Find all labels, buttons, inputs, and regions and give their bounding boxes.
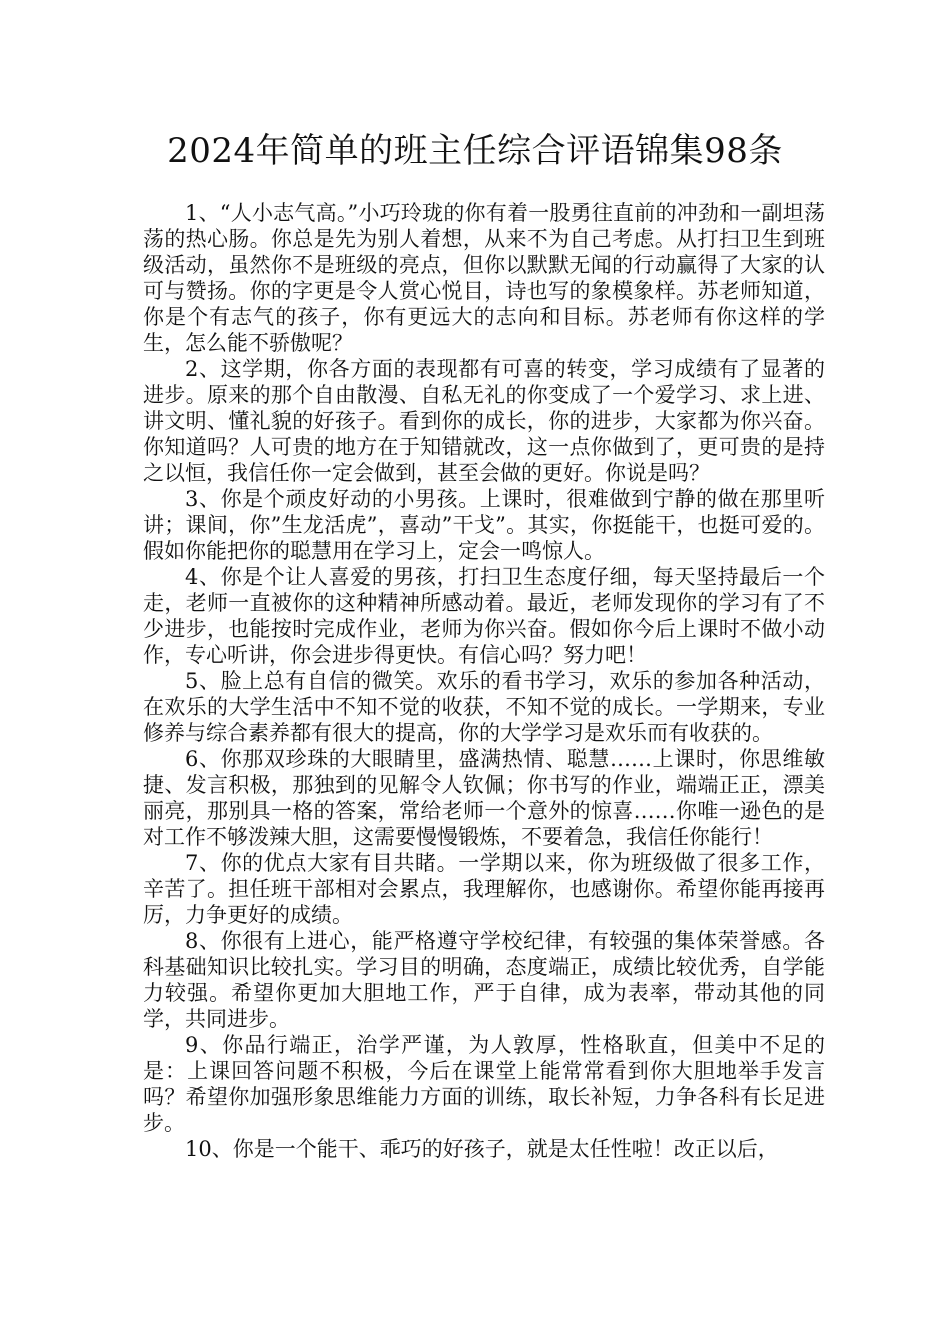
comment-paragraph-10: 10、你是一个能干、乖巧的好孩子，就是太任性啦！改正以后，	[185, 1137, 779, 1161]
comment-paragraph-5: 5、脸上总有自信的微笑。欢乐的看书学习，欢乐的参加各种活动，在欢乐的大学生活中不知不觉的收获，不知不觉的成长。一学期来，专业修养与综合素养都有很大的提高，你的大学学习是欢乐而有收获的。	[143, 669, 825, 745]
comment-paragraph-8: 8、你很有上进心，能严格遵守学校纪律，有较强的集体荣誉感。各科基础知识比较扎实。学习目的明确，态度端正，成绩比较优秀，自学能力较强。希望你更加大胆地工作，严于自律，成为表率，带动其他的同学，共同进步。	[143, 929, 825, 1031]
comment-paragraph-6: 6、你那双珍珠的大眼睛里，盛满热情、聪慧……上课时，你思维敏捷、发言积极，那独到的见解令人钦佩；你书写的作业，端端正正，漂美丽亮，那别具一格的答案，常给老师一个意外的惊喜……你唯一逊色的是对工作不够泼辣大胆，这需要慢慢锻炼，不要着急，我信任你能行！	[143, 747, 825, 849]
comment-paragraph-3: 3、你是个顽皮好动的小男孩。上课时，很难做到宁静的做在那里听讲；课间，你”生龙活虎”，喜动”干戈”。其实，你挺能干，也挺可爱的。假如你能把你的聪慧用在学习上，定会一鸣惊人。	[143, 487, 825, 563]
comment-paragraph-9: 9、你品行端正，治学严谨，为人敦厚，性格耿直，但美中不足的是：上课回答问题不积极，今后在课堂上能常常看到你大胆地举手发言吗？希望你加强形象思维能力方面的训练，取长补短，力争各科有长足进步。	[143, 1033, 825, 1135]
document-title: 2024年简单的班主任综合评语锦集98条	[167, 131, 783, 171]
document-body	[143, 200, 825, 1162]
comment-paragraph-7: 7、你的优点大家有目共睹。一学期以来，你为班级做了很多工作，辛苦了。担任班干部相对会累点，我理解你，也感谢你。希望你能再接再厉，力争更好的成绩。	[143, 851, 825, 927]
comment-paragraph-2: 2、这学期，你各方面的表现都有可喜的转变，学习成绩有了显著的进步。原来的那个自由散漫、自私无礼的你变成了一个爱学习、求上进、讲文明、懂礼貌的好孩子。看到你的成长，你的进步，大家都为你兴奋。你知道吗？人可贵的地方在于知错就改，这一点你做到了，更可贵的是持之以恒，我信任你一定会做到，甚至会做的更好。你说是吗？	[143, 357, 825, 485]
comment-paragraph-1: 1、“人小志气高。”小巧玲珑的你有着一股勇往直前的冲劲和一副坦荡荡的热心肠。你总是先为别人着想，从来不为自己考虑。从打扫卫生到班级活动，虽然你不是班级的亮点，但你以默默无闻的行动赢得了大家的认可与赞扬。你的字更是令人赏心悦目，诗也写的象模象样。苏老师知道，你是个有志气的孩子，你有更远大的志向和目标。苏老师有你这样的学生，怎么能不骄傲呢？	[143, 201, 825, 355]
comment-paragraph-4: 4、你是个让人喜爱的男孩，打扫卫生态度仔细，每天坚持最后一个走，老师一直被你的这种精神所感动着。最近，老师发现你的学习有了不少进步，也能按时完成作业，老师为你兴奋。假如你今后上课时不做小动作，专心听讲，你会进步得更快。有信心吗？努力吧！	[143, 565, 825, 667]
